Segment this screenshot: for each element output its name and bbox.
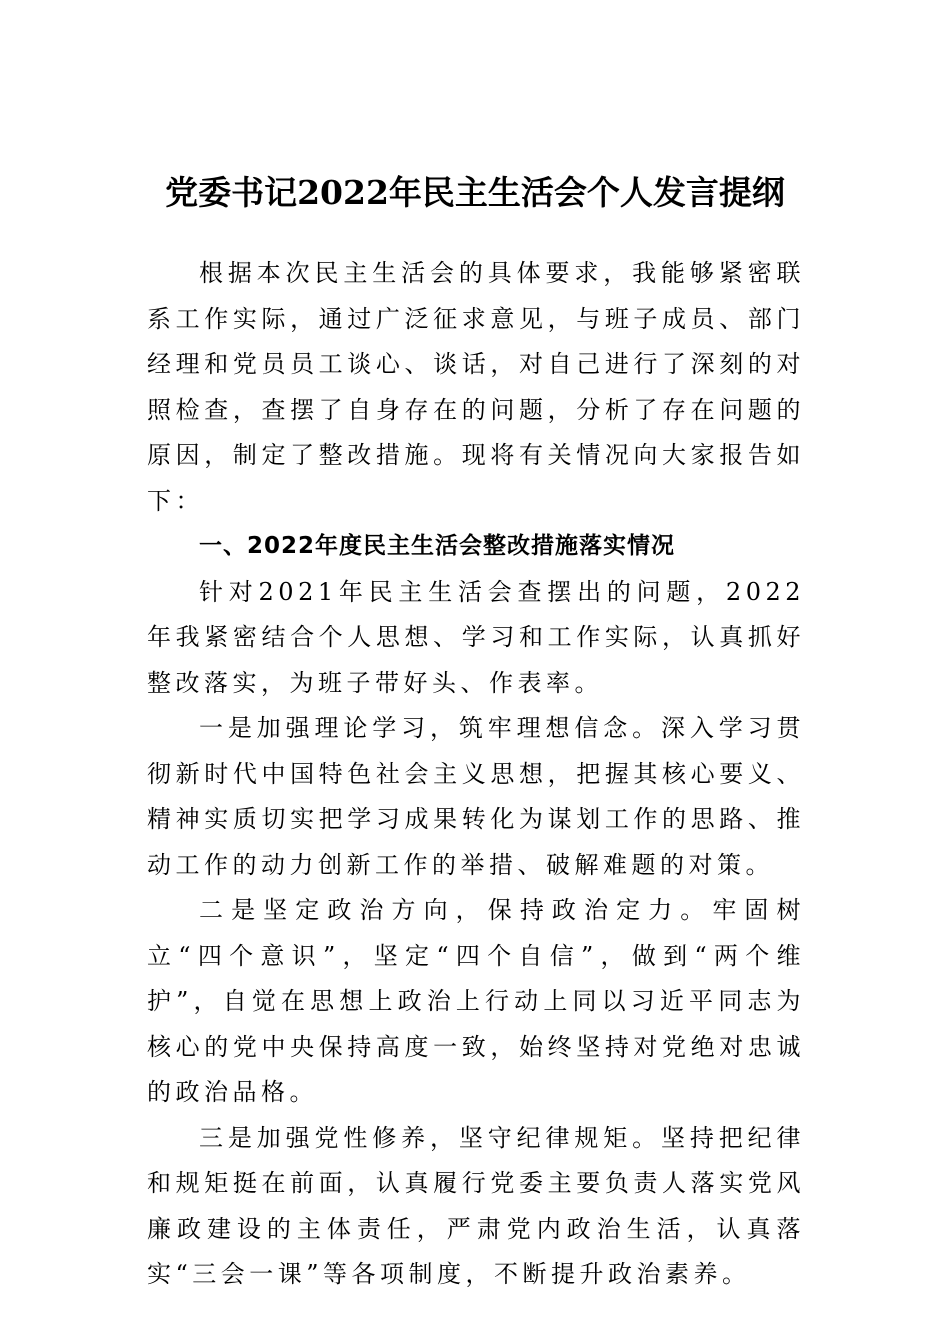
intro-paragraph: 根据本次民主生活会的具体要求，我能够紧密联系工作实际，通过广泛征求意见，与班子成员、部门经理和党员员工谈心、谈话，对自己进行了深刻的对照检查，查摆了自身存在的问题，分析了存在问题的原因，制定了整改措施。现将有关情况向大家报告如下： (147, 259, 805, 515)
section-heading: 一、2022年度民主生活会整改措施落实情况 (199, 533, 676, 559)
body-paragraph: 三是加强党性修养，坚守纪律规矩。坚持把纪律和规矩挺在前面，认真履行党委主要负责人落实党风廉政建设的主体责任，严肃党内政治生活，认真落实“三会一课”等各项制度，不断提升政治素养。 (147, 1123, 805, 1288)
document-title: 党委书记2022年民主生活会个人发言提纲 (165, 173, 785, 212)
body-paragraph: 针对2021年民主生活会查摆出的问题，2022年我紧密结合个人思想、学习和工作实际，认真抓好整改落实，为班子带好头、作表率。 (147, 577, 805, 697)
body-paragraph: 一是加强理论学习，筑牢理想信念。深入学习贯彻新时代中国特色社会主义思想，把握其核心要义、精神实质切实把学习成果转化为谋划工作的思路、推动工作的动力创新工作的举措、破解难题的对策。 (147, 714, 805, 879)
document-body (147, 251, 805, 1298)
body-paragraph: 二是坚定政治方向，保持政治定力。牢固树立“四个意识”，坚定“四个自信”，做到“两个维护”，自觉在思想上政治上行动上同以习近平同志为核心的党中央保持高度一致，始终坚持对党绝对忠诚的政治品格。 (147, 896, 805, 1106)
